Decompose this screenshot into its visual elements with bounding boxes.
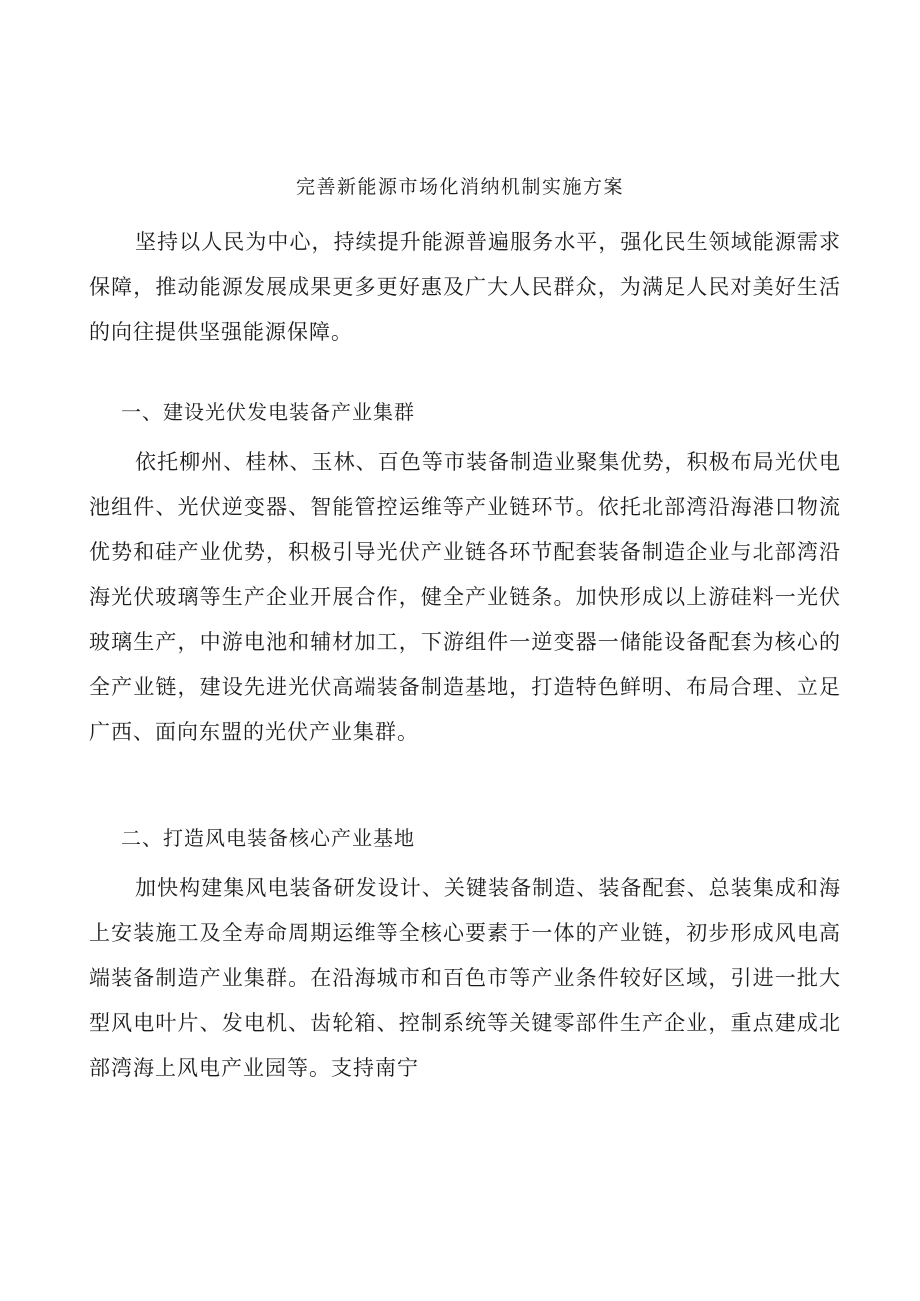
intro-paragraph: 坚持以人民为中心，持续提升能源普遍服务水平，强化民生领域能源需求保障，推动能源发展成果更多更好惠及广大人民群众，为满足人民对美好生活的向往提供坚强能源保障。 bbox=[89, 230, 841, 344]
section-2-body: 加快构建集风电装备研发设计、关键装备制造、装备配套、总装集成和海上安装施工及全寿命周期运维等全核心要素于一体的产业链，初步形成风电高端装备制造产业集群。在沿海城市和百色市等产业条件较好区域，引进一批大型风电叶片、发电机、齿轮箱、控制系统等关键零部件生产企业，重点建成北部湾海上风电产业园等。支持南宁 bbox=[89, 876, 841, 1080]
section-1-heading: 一、建设光伏发电装备产业集群 bbox=[121, 400, 415, 424]
section-2-heading: 二、打造风电装备核心产业基地 bbox=[121, 826, 415, 850]
document-title: 完善新能源市场化消纳机制实施方案 bbox=[295, 176, 624, 198]
section-1-body: 依托柳州、桂林、玉林、百色等市装备制造业聚集优势，积极布局光伏电池组件、光伏逆变器、智能管控运维等产业链环节。依托北部湾沿海港口物流优势和硅产业优势，积极引导光伏产业链各环节配套装备制造企业与北部湾沿海光伏玻璃等生产企业开展合作，健全产业链条。加快形成以上游硅料一光伏玻璃生产，中游电池和辅材加工，下游组件一逆变器一储能设备配套为核心的全产业链，建设先进光伏高端装备制造基地，打造特色鲜明、布局合理、立足广西、面向东盟的光伏产业集群。 bbox=[89, 450, 841, 744]
